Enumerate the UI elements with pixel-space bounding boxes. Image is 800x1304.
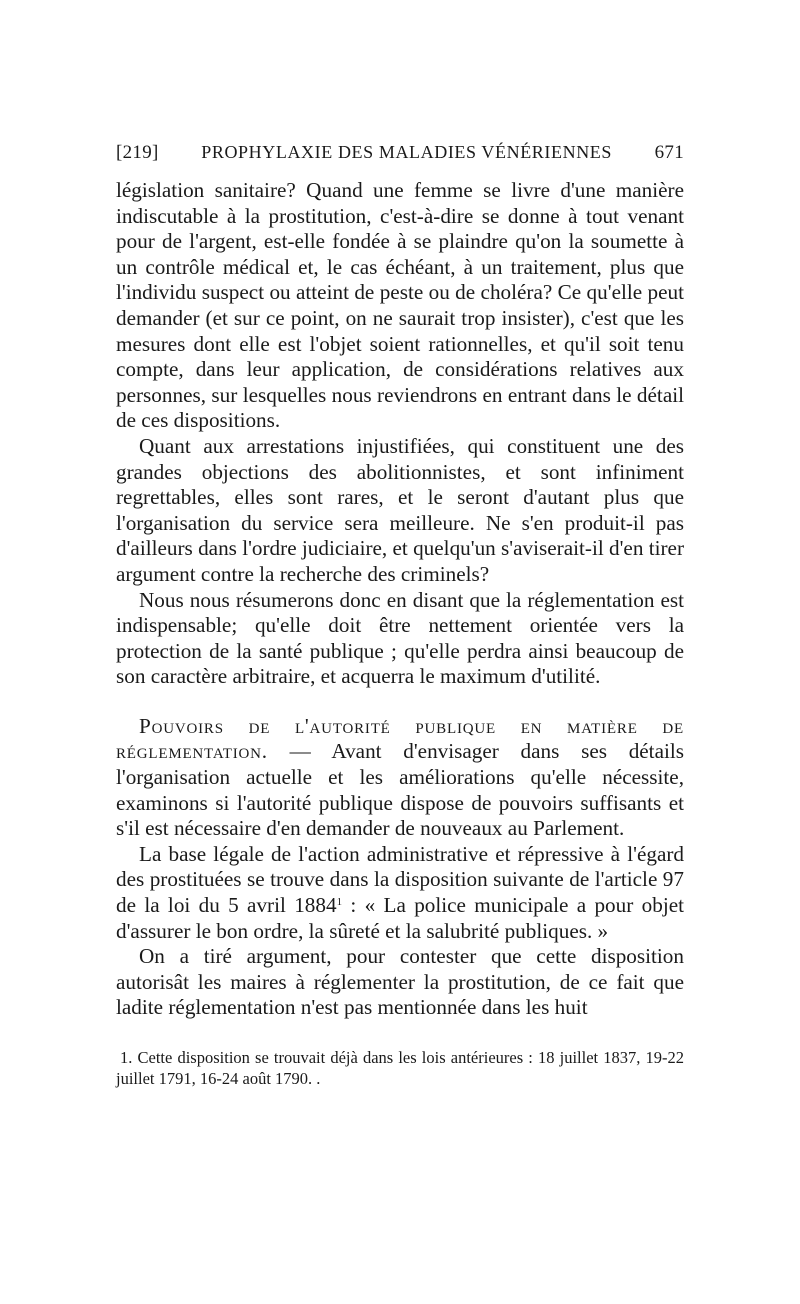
- paragraph-pouvoirs: [116, 714, 684, 842]
- section-number: [219]: [116, 142, 159, 163]
- running-title: PROPHYLAXIE DES MALADIES VÉNÉRIENNES: [201, 142, 613, 162]
- body-text: [116, 178, 684, 1021]
- paragraph-base-legale: [116, 842, 684, 944]
- footnote: [116, 1047, 684, 1089]
- paragraph-base-legale-end: : « La police municipale a pour objet d'assurer le bon ordre, la sûreté et la salubrité publiques. »: [116, 893, 684, 943]
- paragraph-argument: On a tiré argument, pour contester que cette disposition autorisât les maires à réglementer la prostitution, de ce fait que ladite réglementation n'est pas mentionnée dans les huit: [116, 944, 684, 1020]
- paragraph-continuation: législation sanitaire? Quand une femme se livre d'une manière indiscutable à la prostitution, c'est-à-dire se donne à tout venant pour de l'argent, est-elle fondée à se plaindre qu'on la soumette à un contrôle médical et, le cas échéant, à un traitement, plus que l'individu suspect ou atteint de peste ou de choléra? Ce qu'elle peut demander (et sur ce point, on ne saurait trop insister), c'est que les mesures dont elle est l'objet soient rationnelles, et qu'il soit tenu compte, dans leur application, de considérations relatives aux personnes, sur lesquelles nous reviendrons en entrant dans le détail de ces dispositions.: [116, 178, 684, 433]
- document-page: [116, 142, 684, 1089]
- paragraph-base-legale-start: La base légale de l'action administrative et répressive à l'égard des prostituées se trouve dans la disposition suivante de l'article 97 de la loi du 5 avril 1884: [116, 841, 684, 918]
- paragraph-pouvoirs-text: — Avant d'envisager dans ses détails l'organisation actuelle et les améliorations qu'elle nécessite, examinons si l'autorité publique dispose de pouvoirs suffisants et s'il est nécessaire d'en demander de nouveaux au Parlement.: [116, 739, 684, 841]
- section-gap: [116, 690, 684, 714]
- running-head: [116, 142, 684, 172]
- footnote-text: Cette disposition se trouvait déjà dans les lois antérieures : 18 juillet 1837, 19-22 juillet 1791, 16-24 août 1790. .: [116, 1048, 685, 1088]
- footnote-reference: 1: [336, 896, 343, 909]
- paragraph-arrestations: Quant aux arrestations injustifiées, qui constituent une des grandes objections des abolitionnistes, et sont infiniment regrettables, elles sont rares, et le seront d'autant plus que l'organisation du service sera meilleure. Ne s'en produit-il pas d'ailleurs dans l'ordre judiciaire, et quelqu'un s'aviserait-il d'en tirer argument contre la recherche des criminels?: [116, 433, 685, 586]
- paragraph-resume: Nous nous résumerons donc en disant que la réglementation est indispensable; qu'elle doit être nettement orientée vers la protection de la santé publique ; qu'elle perdra ainsi beaucoup de son caractère arbitraire, et acquerra le maximum d'utilité.: [116, 587, 684, 689]
- page-number: 671: [654, 142, 684, 163]
- section-heading: Pouvoirs de l'autorité publique en matière de réglementation.: [116, 713, 684, 764]
- footnote-mark: 1.: [120, 1048, 133, 1067]
